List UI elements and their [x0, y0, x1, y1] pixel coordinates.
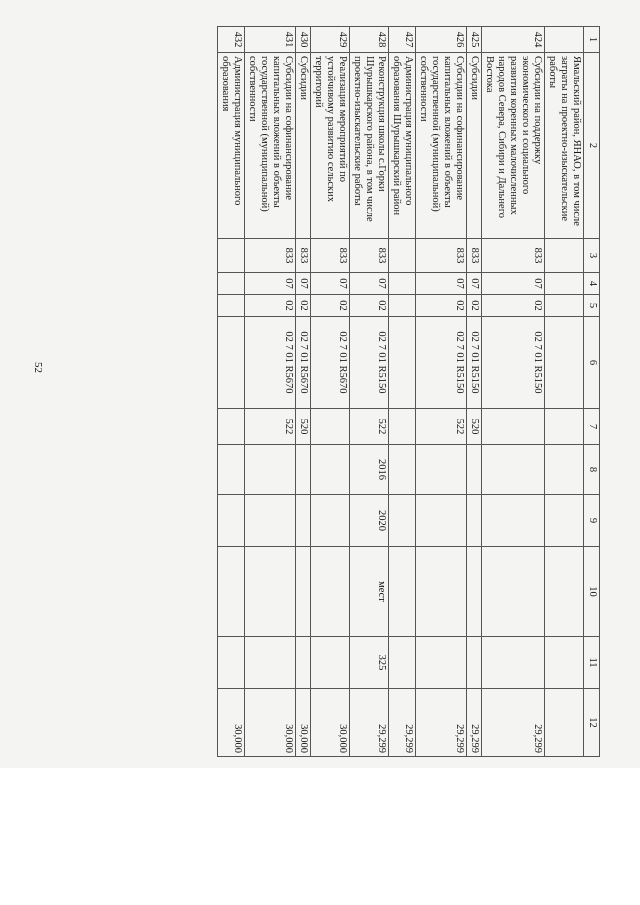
table-cell: 30,000 [296, 689, 311, 757]
table-cell: 2020 [350, 495, 389, 547]
table-cell: 833 [482, 239, 545, 273]
table-cell: 07 [245, 273, 296, 295]
table-cell [416, 495, 467, 547]
table-cell [389, 273, 416, 295]
table-cell [296, 445, 311, 495]
table-cell: 30,000 [218, 689, 245, 757]
table-cell [545, 445, 584, 495]
column-header: 1 [584, 27, 600, 53]
table-cell: 07 [482, 273, 545, 295]
table-row [482, 27, 545, 757]
table-cell [218, 273, 245, 295]
table-cell [416, 637, 467, 689]
table-cell [482, 495, 545, 547]
table-cell: 29,299 [467, 689, 482, 757]
table-cell [296, 495, 311, 547]
table-row [296, 27, 311, 757]
row-number-cell: 428 [350, 27, 389, 53]
row-number-cell: 429 [311, 27, 350, 53]
column-header: 7 [584, 409, 600, 445]
table-cell [296, 637, 311, 689]
table-cell [311, 637, 350, 689]
table-cell: 07 [311, 273, 350, 295]
table-cell [311, 495, 350, 547]
table-cell [218, 547, 245, 637]
table-cell [482, 637, 545, 689]
table-cell [389, 317, 416, 409]
row-number-cell: 432 [218, 27, 245, 53]
table-cell [245, 547, 296, 637]
table-cell: 833 [467, 239, 482, 273]
column-header: 5 [584, 295, 600, 317]
table-cell [218, 495, 245, 547]
column-header: 6 [584, 317, 600, 409]
table-cell: 02 7 01 R5670 [245, 317, 296, 409]
table-cell [482, 547, 545, 637]
table-cell [467, 495, 482, 547]
table-cell: 02 [311, 295, 350, 317]
table-cell [218, 637, 245, 689]
table-cell [296, 547, 311, 637]
table-cell [545, 273, 584, 295]
table-cell [218, 317, 245, 409]
row-name-cell: Реализация мероприятий по устойчивому развитию сельских территорий [311, 53, 350, 239]
table-cell [482, 445, 545, 495]
table-cell [545, 495, 584, 547]
table-cell: 02 [482, 295, 545, 317]
row-name-cell: Администрация муниципального образования [218, 53, 245, 239]
table-cell [389, 239, 416, 273]
table-cell: 29,299 [350, 689, 389, 757]
table-row [389, 27, 416, 757]
row-number-cell: 427 [389, 27, 416, 53]
table-cell: 522 [416, 409, 467, 445]
table-cell [311, 547, 350, 637]
table-cell [245, 637, 296, 689]
table-cell: 02 7 01 R5150 [350, 317, 389, 409]
row-number-cell: 431 [245, 27, 296, 53]
table-cell: 02 [467, 295, 482, 317]
page-number: 52 [32, 362, 44, 373]
table-cell: 520 [296, 409, 311, 445]
table-cell [389, 547, 416, 637]
table-cell: 02 7 01 R5670 [311, 317, 350, 409]
table-cell: 02 [245, 295, 296, 317]
table-row [218, 27, 245, 757]
table-cell: 833 [311, 239, 350, 273]
table-cell [389, 295, 416, 317]
table-row [545, 27, 584, 757]
table-cell: 833 [416, 239, 467, 273]
table-cell: 30,000 [311, 689, 350, 757]
column-header: 10 [584, 547, 600, 637]
table-cell [545, 409, 584, 445]
column-header: 9 [584, 495, 600, 547]
table-cell [311, 445, 350, 495]
table-row [311, 27, 350, 757]
table-cell [545, 295, 584, 317]
table-cell: 07 [296, 273, 311, 295]
row-name-cell: Ямальский район, ЯНАО, в том числе затраты на проектно-изыскательские работы [545, 53, 584, 239]
row-name-cell: Субсидии на софинансирование капитальных вложений в объекты государственной (муниципальной) собственности [245, 53, 296, 239]
table-cell: 325 [350, 637, 389, 689]
table-cell [245, 495, 296, 547]
column-header: 11 [584, 637, 600, 689]
table-cell: 02 7 01 R5150 [482, 317, 545, 409]
table-cell: 07 [350, 273, 389, 295]
table-cell [218, 295, 245, 317]
column-header: 4 [584, 273, 600, 295]
table-cell [545, 547, 584, 637]
table-cell: 02 [416, 295, 467, 317]
rotated-table-wrapper [60, 26, 600, 756]
table-row [350, 27, 389, 757]
table-body [218, 27, 584, 757]
table-cell: 29,299 [416, 689, 467, 757]
table-cell: 833 [296, 239, 311, 273]
table-cell [467, 547, 482, 637]
table-cell: 02 7 01 R5150 [416, 317, 467, 409]
table-cell: 02 [350, 295, 389, 317]
column-header: 12 [584, 689, 600, 757]
column-header: 8 [584, 445, 600, 495]
row-number-cell [545, 27, 584, 53]
table-cell: 833 [350, 239, 389, 273]
table-cell [416, 547, 467, 637]
row-name-cell: Субсидии [467, 53, 482, 239]
table-cell: 02 7 01 R5150 [467, 317, 482, 409]
table-cell [467, 637, 482, 689]
table-cell: 07 [416, 273, 467, 295]
row-name-cell: Субсидии [296, 53, 311, 239]
table-cell: 30,000 [245, 689, 296, 757]
table-cell [545, 637, 584, 689]
table-cell [482, 409, 545, 445]
row-number-cell: 430 [296, 27, 311, 53]
table-cell: 522 [245, 409, 296, 445]
header-row [584, 27, 600, 757]
column-header: 2 [584, 53, 600, 239]
table-cell: 2016 [350, 445, 389, 495]
table-cell: 29,299 [389, 689, 416, 757]
table-cell [218, 409, 245, 445]
table-row [245, 27, 296, 757]
row-number-cell: 424 [482, 27, 545, 53]
table-cell [545, 239, 584, 273]
row-name-cell: Реконструкция школы с.Горки Шурышкарского района, в том числе проектно-изыскательские работы [350, 53, 389, 239]
row-name-cell: Субсидии на софинансирование капитальных вложений в объекты государственной (муниципальной) собственности [416, 53, 467, 239]
row-name-cell: Администрация муниципального образования Шурышкарский район [389, 53, 416, 239]
table-cell [545, 689, 584, 757]
table-cell [389, 637, 416, 689]
table-cell: 29,299 [482, 689, 545, 757]
table-cell [389, 495, 416, 547]
row-number-cell: 426 [416, 27, 467, 53]
table-cell [218, 239, 245, 273]
blank-margin [0, 768, 640, 905]
table-cell: 520 [467, 409, 482, 445]
table-cell: 833 [245, 239, 296, 273]
row-number-cell: 425 [467, 27, 482, 53]
table-cell [416, 445, 467, 495]
table-cell [218, 445, 245, 495]
table-cell: 02 7 01 R5670 [296, 317, 311, 409]
table-row [467, 27, 482, 757]
table-cell: 522 [350, 409, 389, 445]
table-cell: мест [350, 547, 389, 637]
table-cell: 07 [467, 273, 482, 295]
table-cell [545, 317, 584, 409]
table-cell [467, 445, 482, 495]
table-row [416, 27, 467, 757]
table-cell [389, 445, 416, 495]
table-cell [389, 409, 416, 445]
table-cell: 02 [296, 295, 311, 317]
row-name-cell: Субсидии на поддержку экономического и социального развития коренных малочисленных народов Севера, Сибири и Дальнего Востока [482, 53, 545, 239]
table-cell [311, 409, 350, 445]
table-cell [245, 445, 296, 495]
budget-table [217, 26, 600, 757]
column-header: 3 [584, 239, 600, 273]
